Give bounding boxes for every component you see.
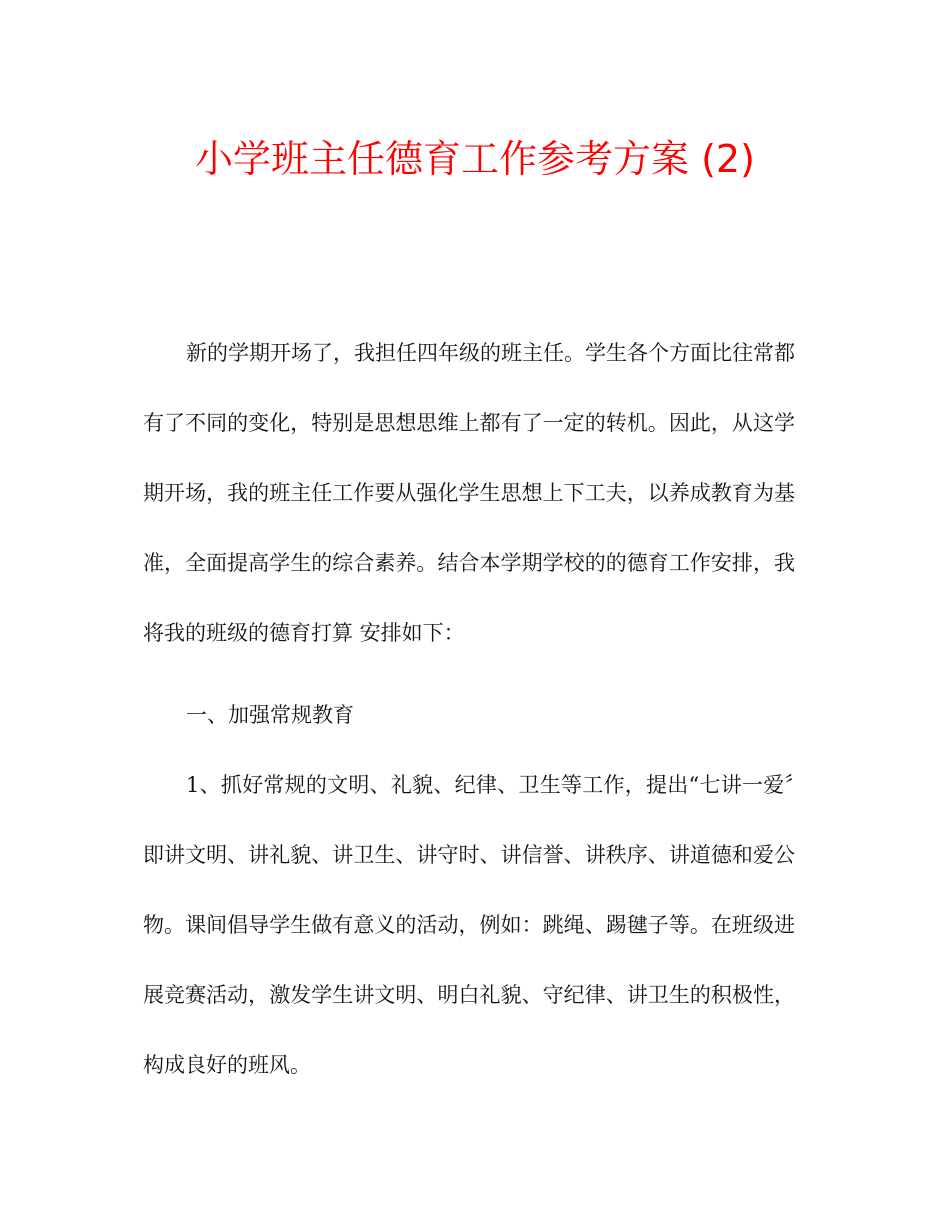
section-heading-text: 一、加强常规教育 — [186, 703, 354, 727]
paragraph-routine-education — [143, 750, 795, 1100]
paragraph-intro — [143, 318, 795, 668]
document-title: 小学班主任德育工作参考方案 (2) — [195, 137, 755, 181]
section-heading — [143, 680, 795, 750]
paragraph-text: 1、抓好常规的文明、礼貌、纪律、卫生等工作，提出“七讲一爱〞即讲文明、讲礼貌、讲卫生、讲守时、讲信誉、讲秩序、讲道德和爱公物。课间倡导学生做有意义的活动，例如：跳绳、踢毽子等。在班级进展竞赛活动，激发学生讲文明、明白礼貌、守纪律、讲卫生的积极性，构成良好的班风。 — [143, 773, 795, 1077]
paragraph-text: 新的学期开场了，我担任四年级的班主任。学生各个方面比往常都有了不同的变化，特别是思想思维上都有了一定的转机。因此，从这学期开场，我的班主任工作要从强化学生思想上下工夫，以养成教育为基准，全面提高学生的综合素养。结合本学期学校的的德育工作安排，我将我的班级的德育打算 安排如下： — [143, 341, 795, 645]
